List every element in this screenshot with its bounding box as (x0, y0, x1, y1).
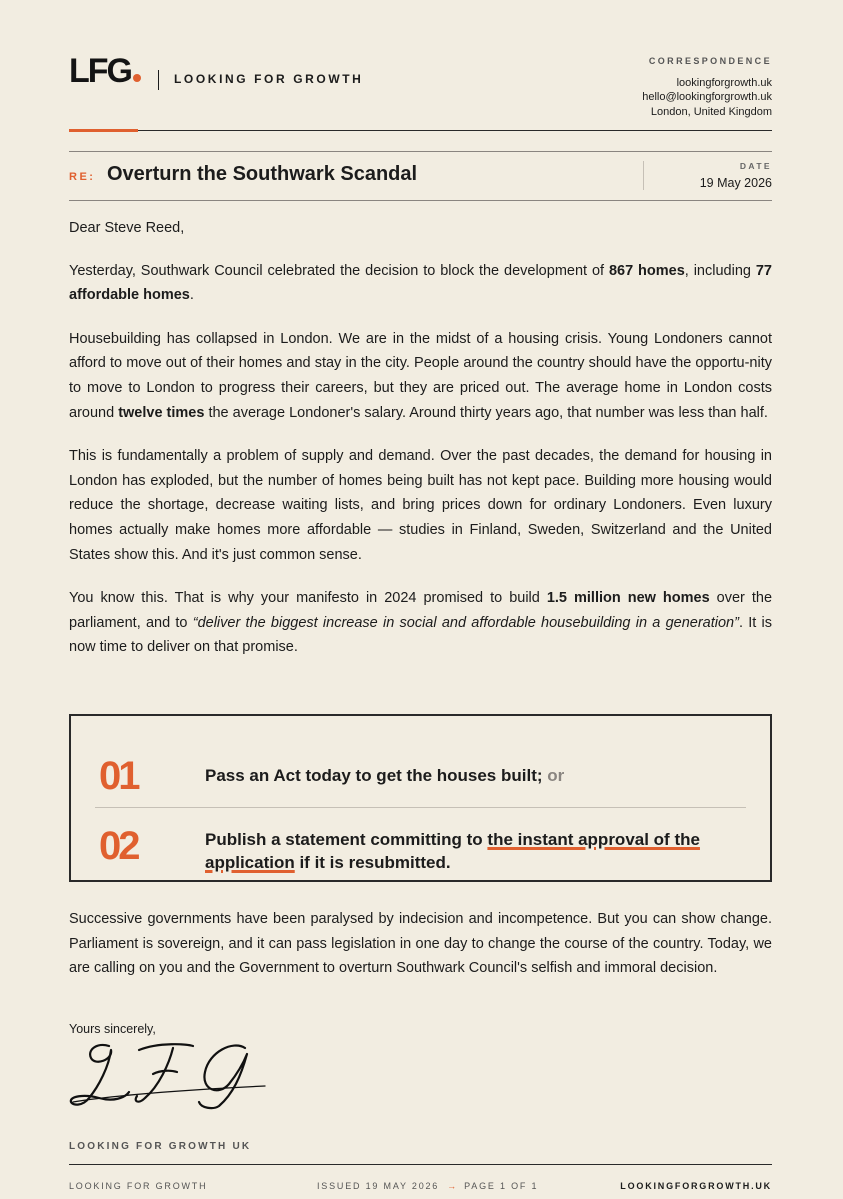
demand-text: Pass an Act today to get the houses built; or (205, 766, 565, 785)
signature-icon (69, 1036, 269, 1110)
header-rule (69, 130, 772, 131)
manifesto-quote: “deliver the biggest increase in social and affordable housebuilding in a generation” (192, 614, 739, 631)
logo-text: LFG (69, 52, 131, 90)
date-divider (643, 161, 644, 190)
footer-rule (69, 1164, 772, 1165)
correspondence-location: London, United Kingdom (650, 105, 772, 118)
lfg-logo (69, 54, 141, 88)
letterhead (69, 50, 772, 120)
correspondence-email[interactable]: hello@lookingforgrowth.uk (642, 91, 772, 103)
correspondence-label: CORRESPONDENCE (648, 56, 772, 66)
footer-brand: LOOKING FOR GROWTH (69, 1181, 208, 1191)
demand-text: Publish a statement committing to the instant approval of the application if it is resubmitted. (205, 830, 700, 872)
subject-title: Overturn the Southwark Scandal (107, 163, 418, 185)
correspondence-block (642, 54, 772, 119)
paragraph-4: You know this. That is why your manifesto in 2024 promised to build 1.5 million new homes over the parliament, and to “deliver the biggest increase in social and affordable housebuilding in a generation”. It is now time to deliver on that promise. (69, 590, 773, 656)
organisation-name: LOOKING FOR GROWTH UK (69, 1141, 252, 1152)
demands-box (69, 714, 772, 882)
paragraph-2: Housebuilding has collapsed in London. We are in the midst of a housing crisis. Young Londoners cannot afford to move out of their homes and stay in the city. People around the country should have the opportu-nity to move to London to progress their careers, but they are priced out. The average home in London costs around twelve times the average Londoner's salary. Around thirty years ago, that number was less than half. (69, 330, 772, 421)
demand-number: 02 (99, 824, 138, 868)
date-label: DATE (739, 161, 772, 171)
affordable-count: 77 affordable homes (69, 262, 772, 304)
sign-off: Yours sincerely, (69, 1022, 156, 1036)
brand-name: LOOKING FOR GROWTH (174, 72, 364, 86)
subject-rule-bottom (69, 200, 772, 201)
demands-divider (95, 807, 746, 808)
footer-issue-info: ISSUED 19 MAY 2026 → PAGE 1 OF 1 (317, 1181, 539, 1191)
arrow-right-icon: → (447, 1181, 457, 1191)
demand-number: 01 (99, 754, 138, 798)
homes-count: 867 homes (608, 262, 685, 279)
date-value: 19 May 2026 (699, 176, 772, 190)
date-block (700, 161, 772, 190)
re-label: RE: (69, 171, 96, 183)
letter-page (69, 0, 772, 1199)
subject-rule-top (69, 151, 772, 152)
footer-website-link[interactable]: LOOKINGFORGROWTH.UK (620, 1181, 772, 1191)
highlighted-phrase: the instant approval of the application (205, 830, 700, 872)
salutation: Dear Steve Reed, (69, 220, 185, 236)
paragraph-3: This is fundamentally a problem of supply and demand. Over the past decades, the demand for housing in London has exploded, but the number of homes being built has not kept pace. Building more housing would reduce the shortage, decrease waiting lists, and bring prices down for ordinary Londoners. Even luxury homes actually make homes more affordable — studies in Finland, Sweden, Switzerland and the United States show this. And it's just common sense. (69, 448, 772, 563)
correspondence-website[interactable]: lookingforgrowth.uk (676, 76, 772, 89)
page-number: PAGE 1 OF 1 (464, 1181, 539, 1191)
logo-dot-icon (133, 74, 141, 82)
header-accent-rule (69, 129, 138, 132)
closing-paragraph: Successive governments have been paralysed by indecision and incompetence. But you can show change. Parliament is sovereign, and it can pass legislation in one day to change the course of the country. Today, we are calling on you and the Government to overturn Southwark Council's selfish and immoral decision. (69, 911, 772, 977)
paragraph-1: Yesterday, Southwark Council celebrated the decision to block the development of 867 homes, including 77 affordable homes. (69, 262, 772, 304)
letter-body (69, 216, 772, 679)
logo-divider (158, 70, 159, 90)
